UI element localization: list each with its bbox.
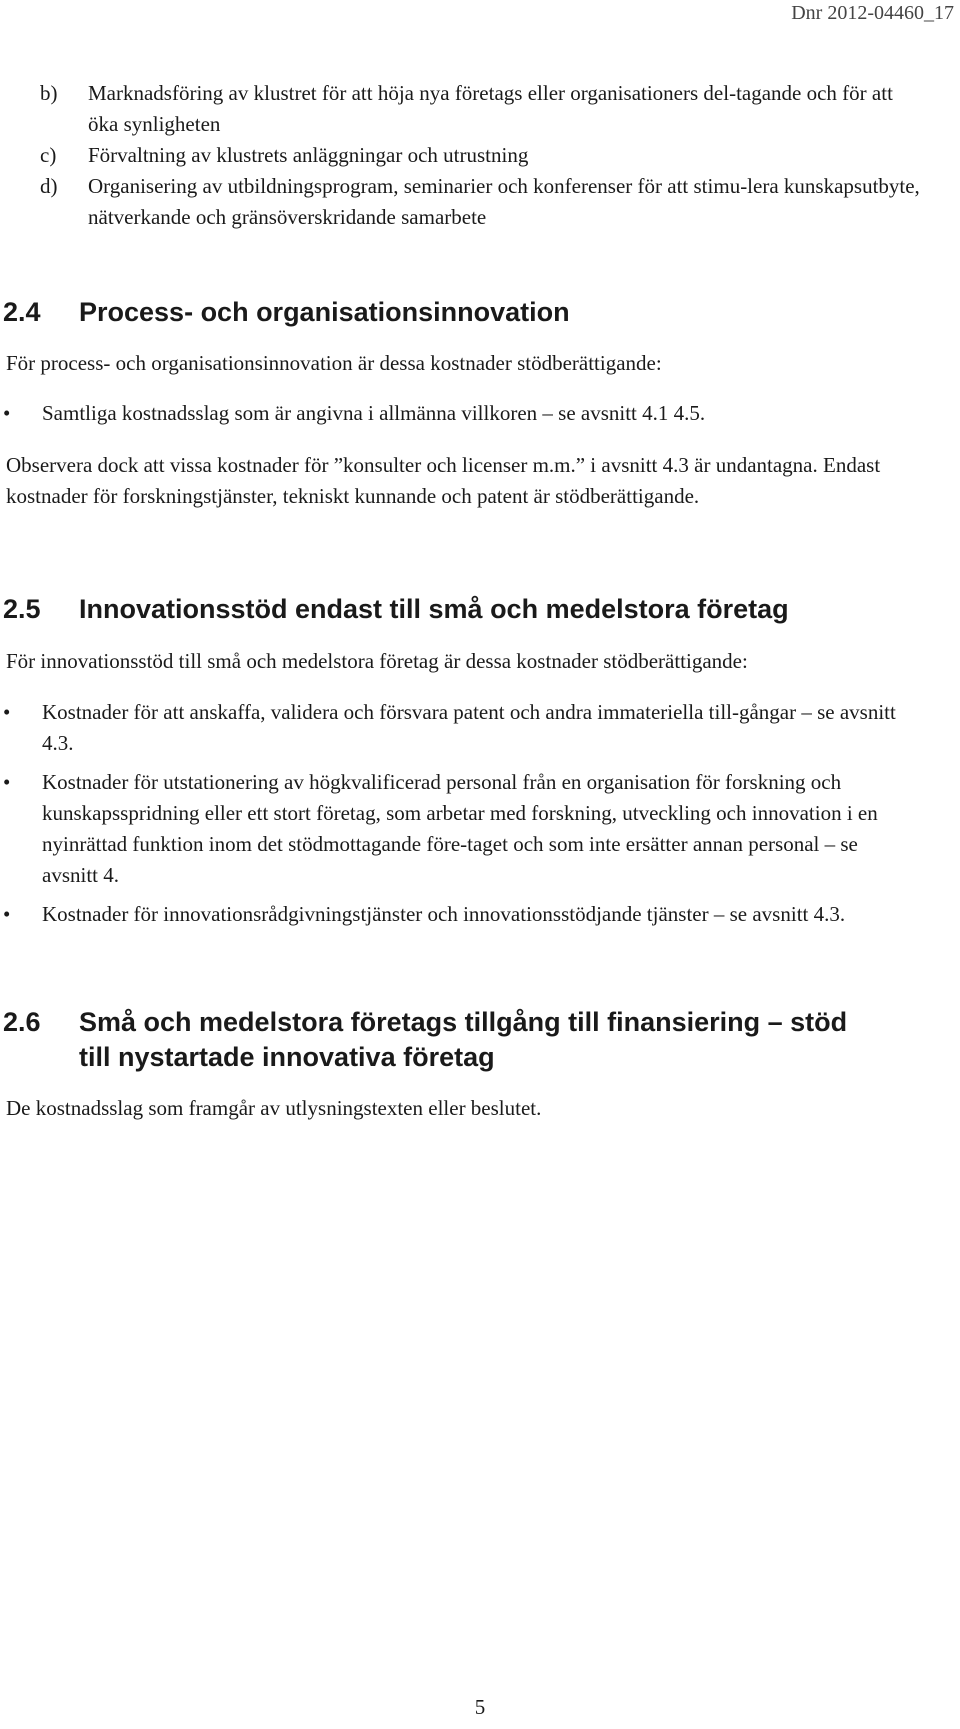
section-2-4-note: Observera dock att vissa kostnader för ”konsulter och licenser m.m.” i avsnitt 4.3 är undantagna. Endast kostnader för forskningstjänster, tekniskt kunnande och patent är stödberättigande. — [6, 453, 881, 508]
page-reference: Dnr 2012-04460_17 — [791, 2, 954, 24]
section-number: 2.6 — [3, 1007, 41, 1037]
bullet-icon: • — [3, 700, 11, 724]
list-marker: c) — [40, 143, 57, 167]
section-heading-2-6 — [3, 1005, 883, 1075]
section-heading-2-5 — [3, 592, 933, 627]
section-title: Små och medelstora företags tillgång till finansiering – stöd till nystartade innovativa företag — [79, 1007, 848, 1072]
section-title: Process- och organisationsinnovation — [79, 297, 570, 327]
bullet-item — [3, 899, 903, 930]
section-number: 2.5 — [3, 594, 41, 624]
list-item-text: Marknadsföring av klustret för att höja nya företags eller organisationers del-tagande och för att öka synligheten — [88, 81, 893, 136]
intro-list-item-b — [40, 78, 920, 140]
bullet-text: Kostnader för utstationering av högkvalificerad personal från en organisation för forskning och kunskapsspridning eller ett stort företag, som arbetar med forskning, utveckling och innovation i en nyinrättad funktion inom det stödmottagande före-taget och som inte ersätter annan personal – se avsnitt 4. — [42, 770, 878, 887]
bullet-icon: • — [3, 770, 11, 794]
section-2-5-intro: För innovationsstöd till små och medelstora företag är dessa kostnader stödberättigande: — [6, 649, 748, 673]
section-2-6-intro: De kostnadsslag som framgår av utlysningstexten eller beslutet. — [6, 1096, 542, 1120]
page-number: 5 — [474, 1695, 486, 1719]
section-2-4-intro: För process- och organisationsinnovation är dessa kostnader stödberättigande: — [6, 351, 662, 375]
section-heading-2-4 — [3, 295, 933, 330]
intro-list-item-d — [40, 171, 920, 233]
bullet-item — [3, 398, 933, 429]
section-number: 2.4 — [3, 297, 41, 327]
bullet-icon: • — [3, 401, 11, 425]
bullet-text: Kostnader för innovationsrådgivningstjänster och innovationsstödjande tjänster – se avsnitt 4.3. — [42, 902, 846, 926]
list-marker: b) — [40, 81, 58, 105]
list-marker: d) — [40, 174, 58, 198]
bullet-item — [3, 767, 903, 891]
bullet-text: Samtliga kostnadsslag som är angivna i allmänna villkoren – se avsnitt 4.1 4.5. — [42, 401, 706, 425]
bullet-icon: • — [3, 902, 11, 926]
list-item-text: Organisering av utbildningsprogram, seminarier och konferenser för att stimu-lera kunskapsutbyte, nätverkande och gränsöverskridande samarbete — [88, 174, 920, 229]
list-item-text: Förvaltning av klustrets anläggningar och utrustning — [88, 143, 529, 167]
bullet-item — [3, 697, 903, 759]
bullet-text: Kostnader för att anskaffa, validera och försvara patent och andra immateriella till-gångar – se avsnitt 4.3. — [42, 700, 896, 755]
intro-list-item-c — [40, 140, 920, 171]
section-title: Innovationsstöd endast till små och medelstora företag — [79, 594, 789, 624]
